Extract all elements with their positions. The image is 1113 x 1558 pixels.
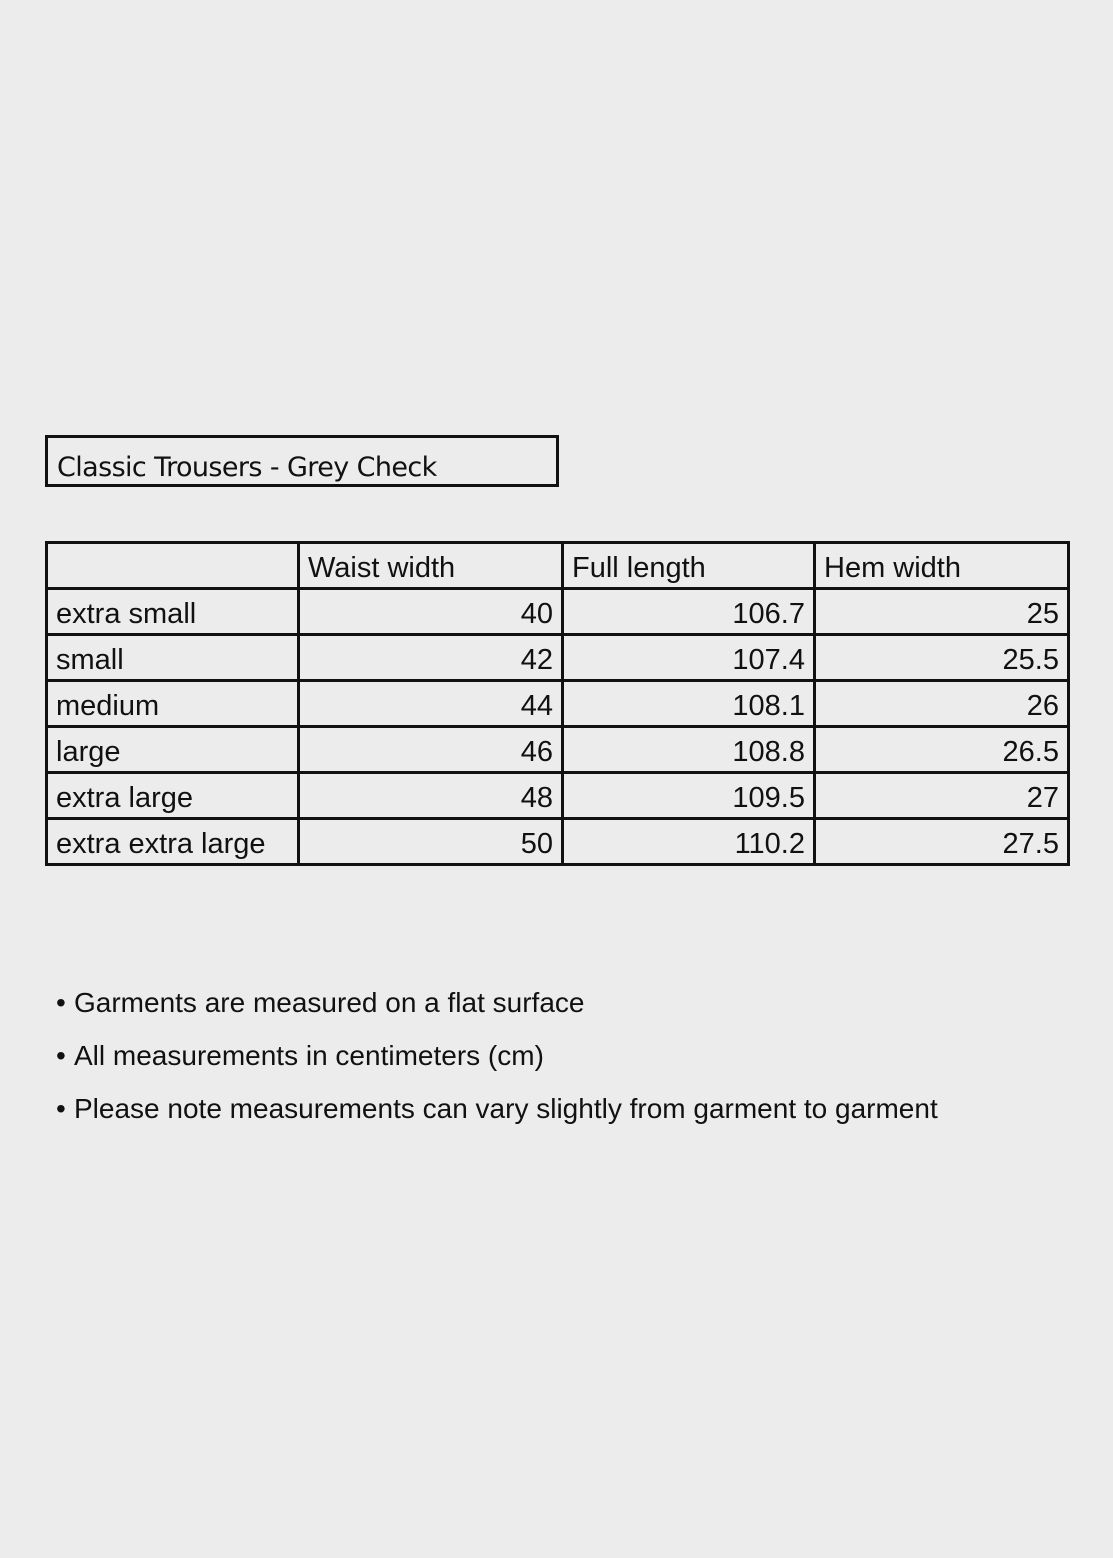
table-header-row <box>47 543 1069 589</box>
waist-value: 42 <box>299 635 563 681</box>
length-value: 106.7 <box>563 589 815 635</box>
waist-value: 50 <box>299 819 563 865</box>
table-row <box>47 773 1069 819</box>
note-item <box>56 976 938 1029</box>
header-size <box>47 543 299 589</box>
bullet-icon: • <box>56 1040 66 1071</box>
hem-value: 26.5 <box>815 727 1069 773</box>
size-label: medium <box>47 681 299 727</box>
length-value: 110.2 <box>563 819 815 865</box>
bullet-icon: • <box>56 987 66 1018</box>
size-chart-table <box>45 541 1070 866</box>
table-row <box>47 727 1069 773</box>
hem-value: 25 <box>815 589 1069 635</box>
bullet-icon: • <box>56 1093 66 1124</box>
waist-value: 44 <box>299 681 563 727</box>
header-full-length: Full length <box>563 543 815 589</box>
length-value: 108.1 <box>563 681 815 727</box>
size-label: small <box>47 635 299 681</box>
size-label: large <box>47 727 299 773</box>
table-row <box>47 681 1069 727</box>
note-text: All measurements in centimeters (cm) <box>74 1040 544 1071</box>
table-row <box>47 819 1069 865</box>
table-row <box>47 635 1069 681</box>
table-row <box>47 589 1069 635</box>
header-waist-width: Waist width <box>299 543 563 589</box>
length-value: 109.5 <box>563 773 815 819</box>
hem-value: 25.5 <box>815 635 1069 681</box>
waist-value: 48 <box>299 773 563 819</box>
size-label: extra large <box>47 773 299 819</box>
product-title: Classic Trousers - Grey Check <box>57 452 437 483</box>
hem-value: 27.5 <box>815 819 1069 865</box>
waist-value: 46 <box>299 727 563 773</box>
product-title-box <box>45 435 559 487</box>
header-hem-width: Hem width <box>815 543 1069 589</box>
size-label: extra extra large <box>47 819 299 865</box>
note-item <box>56 1029 938 1082</box>
note-item <box>56 1082 938 1135</box>
hem-value: 27 <box>815 773 1069 819</box>
length-value: 107.4 <box>563 635 815 681</box>
note-text: Garments are measured on a flat surface <box>74 987 585 1018</box>
length-value: 108.8 <box>563 727 815 773</box>
hem-value: 26 <box>815 681 1069 727</box>
size-label: extra small <box>47 589 299 635</box>
waist-value: 40 <box>299 589 563 635</box>
measurement-notes <box>56 976 938 1135</box>
note-text: Please note measurements can vary slightly from garment to garment <box>74 1093 938 1124</box>
